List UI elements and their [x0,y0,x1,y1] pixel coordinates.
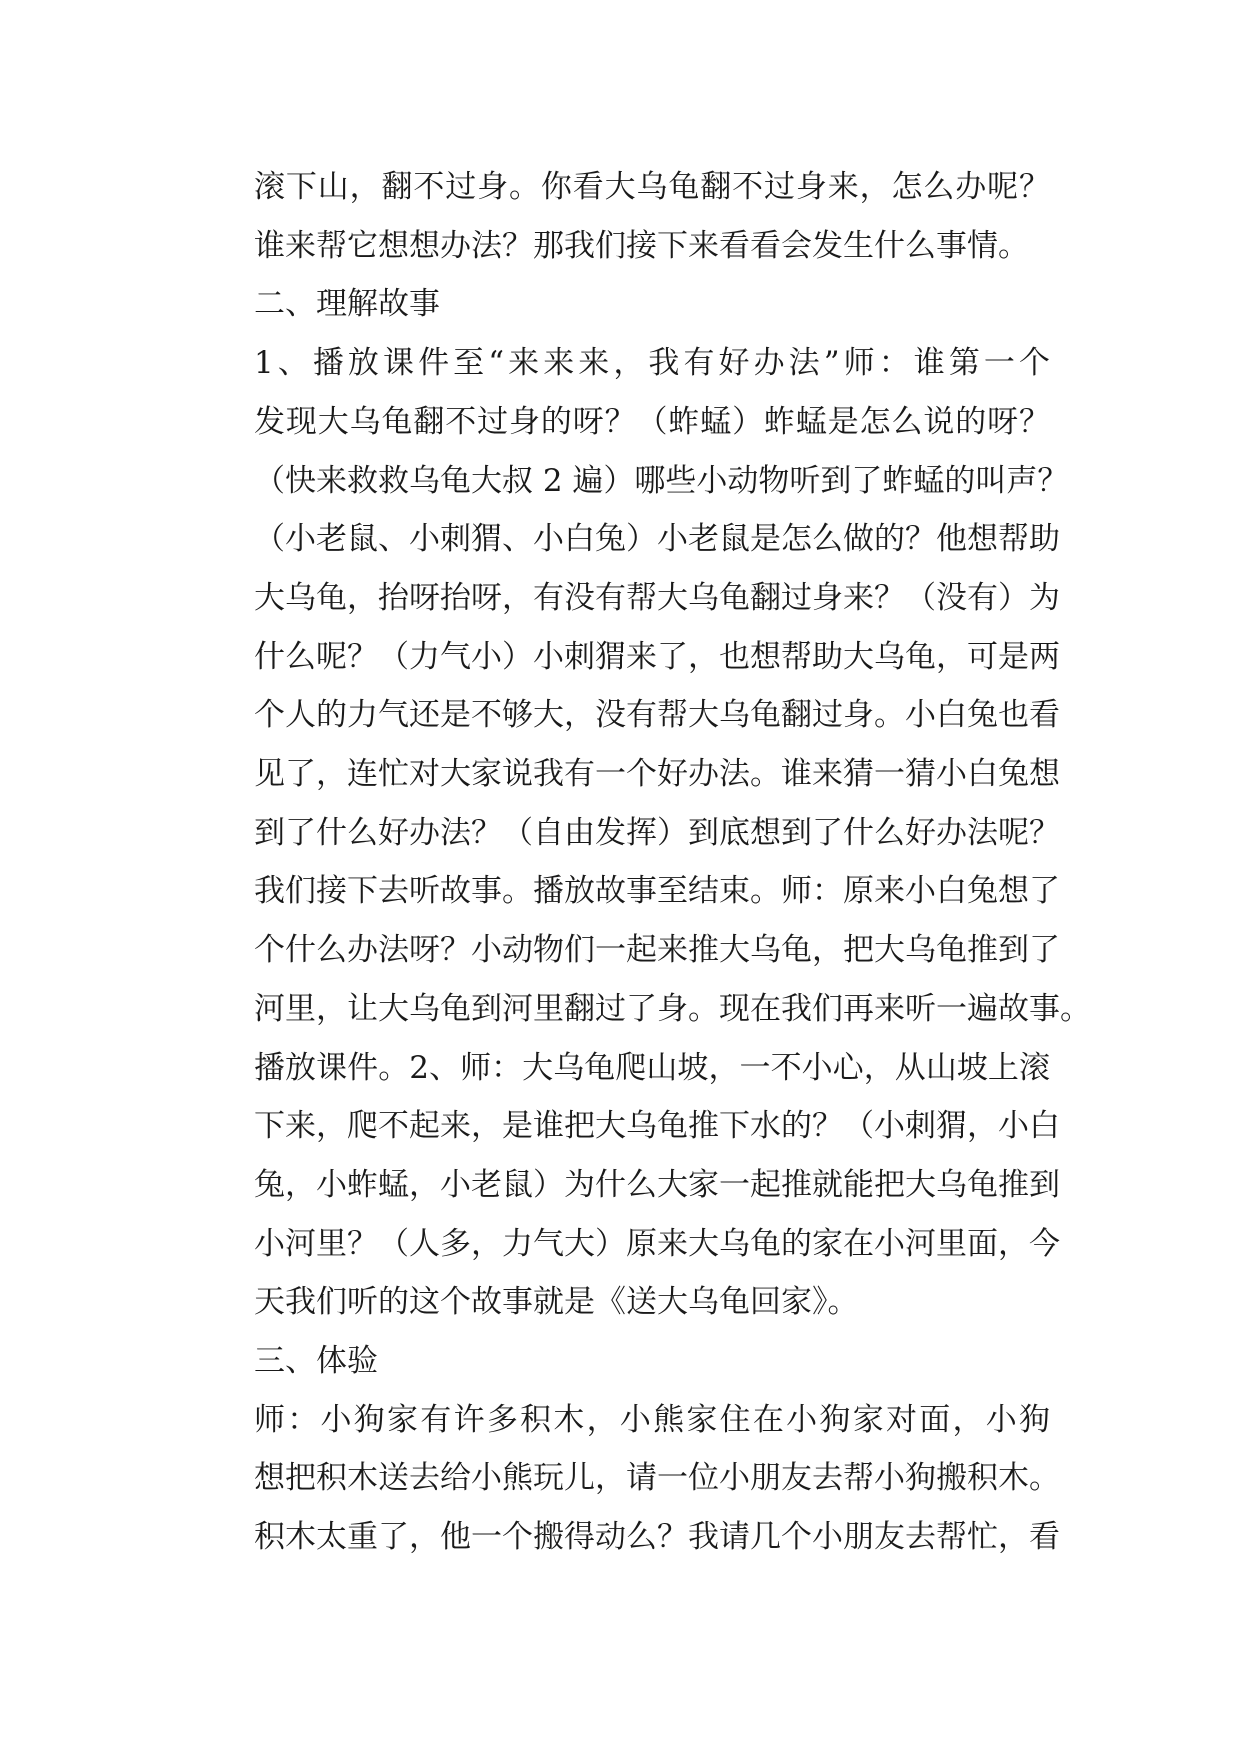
text-line: 个人的力气还是不够大，没有帮大乌龟翻过身。小白兔也看 [254,697,1060,734]
heading-text: 三、体验 [254,1343,378,1380]
text-line: 我们接下去听故事。播放故事至结束。师：原来小白兔想了 [254,873,1060,910]
section-heading-understand-story [192,275,1050,334]
text-line: 发现大乌龟翻不过身的呀？（蚱蜢）蚱蜢是怎么说的呀？ [254,403,1050,440]
text-line: 积木太重了，他一个搬得动么？我请几个小朋友去帮忙，看 [254,1519,1060,1556]
text-line: 1、播放课件至“来来来，我有好办法”师：谁第一个 [254,345,1050,382]
paragraph-understand-story [192,334,1091,1332]
document-body [192,158,1091,1567]
heading-text: 二、理解故事 [254,286,440,323]
text-line: （快来救救乌龟大叔 2 遍）哪些小动物听到了蚱蜢的叫声？ [254,462,1069,499]
text-line: 播放课件。2、师：大乌龟爬山坡，一不小心，从山坡上滚 [254,1049,1050,1086]
text-line: 大乌龟，抬呀抬呀，有没有帮大乌龟翻过身来？（没有）为 [254,579,1060,616]
text-line: 天我们听的这个故事就是《送大乌龟回家》。 [254,1284,859,1321]
text-line: 到了什么好办法？（自由发挥）到底想到了什么好办法呢？ [254,814,1060,851]
text-line: 河里，让大乌龟到河里翻过了身。现在我们再来听一遍故事。 [254,990,1091,1027]
section-heading-experience [192,1332,1050,1391]
paragraph-story-intro [192,158,1050,275]
text-line: 兔，小蚱蜢，小老鼠）为什么大家一起推就能把大乌龟推到 [254,1166,1060,1203]
text-line: 滚下山，翻不过身。你看大乌龟翻不过身来，怎么办呢？ [254,169,1050,205]
text-line: 见了，连忙对大家说我有一个好办法。谁来猜一猜小白兔想 [254,756,1060,793]
text-line: 什么呢？（力气小）小刺猬来了，也想帮助大乌龟，可是两 [254,638,1060,675]
paragraph-experience [192,1391,1060,1567]
text-line: 小河里？（人多，力气大）原来大乌龟的家在小河里面，今 [254,1225,1060,1262]
text-line: 下来，爬不起来，是谁把大乌龟推下水的？（小刺猬，小白 [254,1108,1060,1145]
text-line: 个什么办法呀？小动物们一起来推大乌龟，把大乌龟推到了 [254,932,1060,969]
text-line: （小老鼠、小刺猬、小白兔）小老鼠是怎么做的？他想帮助 [254,521,1060,558]
text-line: 谁来帮它想想办法？那我们接下来看看会发生什么事情。 [254,227,1029,264]
text-line: 师：小狗家有许多积木，小熊家住在小狗家对面，小狗 [254,1401,1050,1438]
text-line: 想把积木送去给小熊玩儿，请一位小朋友去帮小狗搬积木。 [254,1460,1060,1497]
